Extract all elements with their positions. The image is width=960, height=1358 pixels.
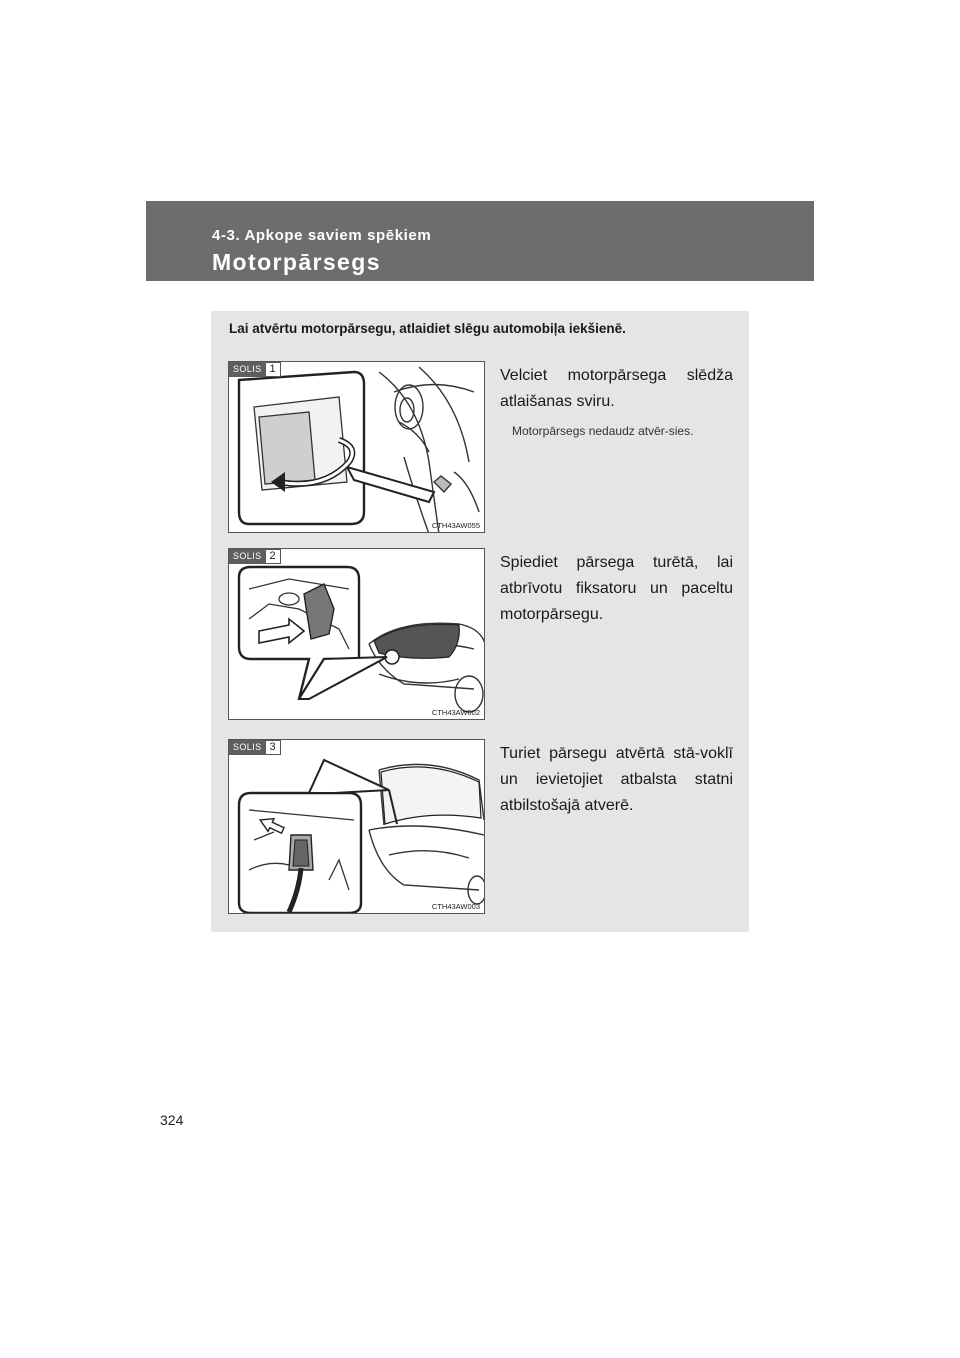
intro-text: Lai atvērtu motorpārsegu, atlaidiet slēgu automobiļa iekšienē.: [229, 321, 626, 336]
step-badge-number: 2: [266, 549, 281, 564]
hood-latch-illustration: [229, 549, 485, 720]
figure-code: CTH43AW002: [431, 708, 480, 717]
page-number: 324: [160, 1112, 184, 1128]
hood-release-lever-illustration: [229, 362, 485, 533]
step-badge-number: 3: [266, 740, 281, 755]
step-1-badge: [229, 362, 281, 377]
step-2-instruction: Spiediet pārsega turētā, lai atbrīvotu fiksatoru un paceltu motorpārsegu.: [500, 554, 733, 623]
step-2-illustration: [228, 548, 485, 720]
step-badge-label: SOLIS: [229, 549, 266, 564]
step-1-illustration: [228, 361, 485, 533]
hood-support-rod-illustration: [229, 740, 485, 914]
figure-code: CTH43AW003: [431, 902, 480, 911]
step-badge-label: SOLIS: [229, 362, 266, 377]
page-title: Motorpārsegs: [212, 249, 381, 275]
step-badge-number: 1: [266, 362, 281, 377]
step-2-badge: [229, 549, 281, 564]
figure-code: CTH43AW055: [431, 521, 480, 530]
section-label: 4-3. Apkope saviem spēkiem: [212, 227, 432, 244]
step-1-note: Motorpārsegs nedaudz atvēr-sies.: [512, 424, 694, 438]
step-3-badge: [229, 740, 281, 755]
step-3-illustration: [228, 739, 485, 914]
content-panel: [211, 311, 749, 932]
section-header: [146, 201, 814, 281]
step-3-instruction: Turiet pārsegu atvērtā stā-voklī un ievietojiet atbalsta statni atbilstošajā atverē.: [500, 745, 733, 814]
step-badge-label: SOLIS: [229, 740, 266, 755]
step-1-instruction: Velciet motorpārsega slēdža atlaišanas sviru.: [500, 367, 733, 410]
